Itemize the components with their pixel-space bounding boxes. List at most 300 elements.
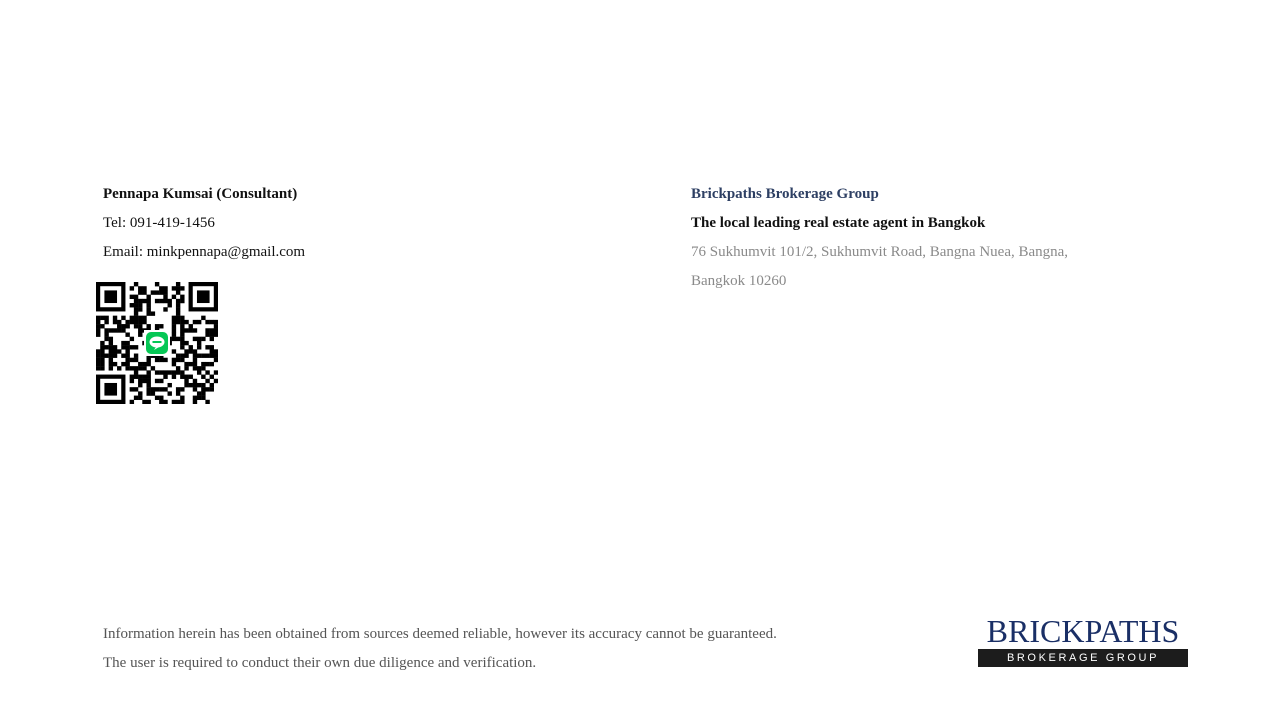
qr-module <box>197 354 201 358</box>
qr-module <box>172 400 176 404</box>
qr-module <box>130 358 134 362</box>
qr-module <box>176 370 180 374</box>
qr-module <box>109 349 113 353</box>
qr-module <box>134 375 138 379</box>
qr-module <box>205 370 209 374</box>
qr-module <box>176 316 180 320</box>
qr-module <box>100 358 104 362</box>
qr-module <box>176 320 180 324</box>
qr-module <box>104 337 108 341</box>
qr-module <box>155 299 159 303</box>
qr-module <box>142 362 146 366</box>
qr-module <box>117 328 121 332</box>
qr-module <box>134 354 138 358</box>
qr-module <box>109 341 113 345</box>
qr-module <box>163 295 167 299</box>
qr-module <box>100 341 104 345</box>
qr-module <box>104 328 108 332</box>
qr-module <box>176 366 180 370</box>
brickpaths-logo <box>978 613 1188 668</box>
qr-module <box>201 396 205 400</box>
qr-module <box>184 362 188 366</box>
qr-module <box>138 332 142 336</box>
qr-module <box>180 354 184 358</box>
qr-finder-inner <box>197 290 210 303</box>
qr-module <box>142 379 146 383</box>
qr-module <box>138 396 142 400</box>
qr-module <box>172 349 176 353</box>
qr-module <box>193 320 197 324</box>
qr-module <box>130 387 134 391</box>
qr-module <box>193 396 197 400</box>
qr-module <box>205 379 209 383</box>
qr-module <box>180 328 184 332</box>
company-address-line2: Bangkok 10260 <box>691 273 787 289</box>
line-bubble-text <box>153 341 162 343</box>
qr-module <box>121 324 125 328</box>
qr-module <box>163 358 167 362</box>
qr-module <box>201 354 205 358</box>
qr-module <box>193 362 197 366</box>
qr-module <box>134 307 138 311</box>
qr-module <box>146 303 150 307</box>
qr-module <box>172 337 176 341</box>
qr-module <box>113 345 117 349</box>
qr-module <box>180 358 184 362</box>
qr-module <box>197 337 201 341</box>
qr-module <box>176 307 180 311</box>
qr-module <box>130 375 134 379</box>
qr-module <box>117 349 121 353</box>
qr-module <box>142 286 146 290</box>
qr-module <box>168 383 172 387</box>
qr-module <box>121 316 125 320</box>
qr-module <box>205 400 209 404</box>
qr-module <box>159 299 163 303</box>
qr-module <box>184 383 188 387</box>
qr-module <box>125 349 129 353</box>
qr-module <box>151 290 155 294</box>
qr-module <box>151 366 155 370</box>
qr-module <box>130 320 134 324</box>
qr-module <box>197 345 201 349</box>
qr-module <box>176 303 180 307</box>
qr-module <box>142 316 146 320</box>
contact-tel: Tel: 091-419-1456 <box>103 215 215 231</box>
qr-module <box>138 303 142 307</box>
qr-module <box>130 345 134 349</box>
qr-module <box>201 391 205 395</box>
qr-module <box>197 320 201 324</box>
qr-module <box>176 286 180 290</box>
qr-module <box>130 316 134 320</box>
qr-module <box>176 290 180 294</box>
qr-module <box>142 299 146 303</box>
qr-module <box>172 286 176 290</box>
qr-module <box>130 379 134 383</box>
qr-module <box>125 324 129 328</box>
qr-module <box>138 299 142 303</box>
qr-module <box>193 354 197 358</box>
qr-module <box>189 383 193 387</box>
qr-module <box>109 345 113 349</box>
qr-module <box>172 332 176 336</box>
qr-module <box>172 295 176 299</box>
qr-module <box>155 324 159 328</box>
qr-module <box>138 290 142 294</box>
qr-module <box>151 391 155 395</box>
qr-module <box>121 362 125 366</box>
company-block <box>691 180 1171 296</box>
qr-module <box>197 341 201 345</box>
qr-module <box>134 282 138 286</box>
qr-module <box>134 311 138 315</box>
line-qr-code[interactable] <box>96 282 218 404</box>
qr-module <box>117 366 121 370</box>
qr-module <box>100 362 104 366</box>
qr-module <box>210 320 214 324</box>
qr-module <box>125 320 129 324</box>
disclaimer <box>103 620 903 678</box>
company-tagline: The local leading real estate agent in Bangkok <box>691 215 986 231</box>
qr-module <box>193 387 197 391</box>
qr-module <box>176 299 180 303</box>
qr-module <box>146 295 150 299</box>
qr-module <box>180 396 184 400</box>
qr-module <box>146 379 150 383</box>
qr-module <box>176 387 180 391</box>
qr-module <box>214 349 218 353</box>
qr-module <box>189 345 193 349</box>
logo-wordmark: BRICKPATHS <box>986 613 1180 649</box>
qr-module <box>134 345 138 349</box>
qr-module <box>180 320 184 324</box>
qr-module <box>184 328 188 332</box>
qr-module <box>163 286 167 290</box>
qr-module <box>125 354 129 358</box>
qr-module <box>197 391 201 395</box>
qr-module <box>172 362 176 366</box>
qr-module <box>159 400 163 404</box>
qr-module <box>180 286 184 290</box>
qr-module <box>142 366 146 370</box>
qr-module <box>138 316 142 320</box>
logo-subtitle: BROKERAGE GROUP <box>978 649 1188 667</box>
qr-module <box>104 354 108 358</box>
qr-module <box>138 362 142 366</box>
qr-module <box>184 379 188 383</box>
qr-module <box>180 332 184 336</box>
qr-module <box>138 286 142 290</box>
qr-module <box>155 396 159 400</box>
qr-module <box>163 400 167 404</box>
qr-module <box>113 320 117 324</box>
qr-module <box>210 337 214 341</box>
qr-module <box>96 316 100 320</box>
qr-module <box>96 354 100 358</box>
qr-module <box>172 316 176 320</box>
qr-module <box>138 383 142 387</box>
qr-module <box>201 375 205 379</box>
qr-module <box>180 387 184 391</box>
qr-module <box>193 337 197 341</box>
qr-module <box>100 354 104 358</box>
qr-module <box>184 366 188 370</box>
qr-module <box>96 320 100 324</box>
qr-module <box>96 328 100 332</box>
qr-module <box>138 366 142 370</box>
qr-module <box>96 332 100 336</box>
qr-module <box>214 320 218 324</box>
qr-module <box>151 387 155 391</box>
qr-module <box>210 349 214 353</box>
qr-module <box>125 358 129 362</box>
qr-module <box>113 328 117 332</box>
qr-module <box>180 324 184 328</box>
qr-module <box>104 320 108 324</box>
qr-module <box>176 282 180 286</box>
qr-module <box>176 391 180 395</box>
qr-module <box>130 400 134 404</box>
qr-module <box>180 400 184 404</box>
qr-module <box>210 362 214 366</box>
qr-module <box>146 362 150 366</box>
qr-module <box>146 358 150 362</box>
qr-module <box>193 379 197 383</box>
qr-module <box>113 316 117 320</box>
qr-module <box>138 307 142 311</box>
qr-module <box>146 299 150 303</box>
qr-module <box>180 341 184 345</box>
qr-module <box>104 316 108 320</box>
qr-module <box>109 362 113 366</box>
qr-module <box>189 362 193 366</box>
qr-module <box>201 366 205 370</box>
qr-module <box>205 354 209 358</box>
qr-module <box>138 391 142 395</box>
qr-module <box>210 332 214 336</box>
qr-module <box>159 387 163 391</box>
qr-module <box>113 354 117 358</box>
qr-module <box>121 354 125 358</box>
qr-module <box>214 332 218 336</box>
qr-module <box>134 320 138 324</box>
qr-module <box>168 303 172 307</box>
qr-module <box>134 324 138 328</box>
qr-module <box>146 383 150 387</box>
qr-module <box>163 387 167 391</box>
qr-module <box>130 366 134 370</box>
qr-module <box>125 366 129 370</box>
qr-module <box>201 337 205 341</box>
qr-module <box>180 299 184 303</box>
qr-module <box>168 370 172 374</box>
qr-module <box>201 383 205 387</box>
qr-module <box>176 354 180 358</box>
qr-module <box>142 400 146 404</box>
qr-module <box>121 328 125 332</box>
qr-module <box>100 324 104 328</box>
qr-module <box>117 324 121 328</box>
contact-block <box>103 180 583 267</box>
qr-module <box>109 366 113 370</box>
qr-module <box>134 358 138 362</box>
qr-code-image <box>96 282 218 404</box>
qr-module <box>214 328 218 332</box>
qr-module <box>134 299 138 303</box>
qr-module <box>100 316 104 320</box>
qr-module <box>180 316 184 320</box>
qr-module <box>214 324 218 328</box>
qr-module <box>172 370 176 374</box>
qr-module <box>163 290 167 294</box>
qr-module <box>96 349 100 353</box>
qr-module <box>155 358 159 362</box>
qr-module <box>163 375 167 379</box>
qr-module <box>109 328 113 332</box>
qr-module <box>184 375 188 379</box>
qr-module <box>146 375 150 379</box>
qr-module <box>172 320 176 324</box>
disclaimer-line1: Information herein has been obtained from sources deemed reliable, however its accuracy cannot be guaranteed. <box>103 626 777 642</box>
qr-module <box>100 349 104 353</box>
qr-module <box>130 337 134 341</box>
qr-module <box>214 370 218 374</box>
qr-module <box>159 379 163 383</box>
qr-module <box>205 387 209 391</box>
qr-module <box>205 328 209 332</box>
qr-module <box>130 295 134 299</box>
qr-finder-inner <box>104 290 117 303</box>
qr-module <box>100 366 104 370</box>
qr-module <box>193 349 197 353</box>
qr-module <box>193 383 197 387</box>
qr-module <box>159 358 163 362</box>
qr-module <box>159 290 163 294</box>
qr-module <box>138 379 142 383</box>
qr-module <box>125 345 129 349</box>
disclaimer-line2: The user is required to conduct their own due diligence and verification. <box>103 655 537 671</box>
qr-module <box>121 345 125 349</box>
qr-module <box>193 358 197 362</box>
qr-module <box>146 311 150 315</box>
qr-module <box>168 299 172 303</box>
qr-module <box>151 311 155 315</box>
qr-module <box>134 396 138 400</box>
qr-module <box>109 337 113 341</box>
qr-module <box>155 370 159 374</box>
qr-module <box>180 337 184 341</box>
qr-module <box>184 341 188 345</box>
qr-module <box>172 375 176 379</box>
qr-module <box>210 387 214 391</box>
qr-module <box>210 328 214 332</box>
qr-module <box>146 307 150 311</box>
qr-module <box>180 295 184 299</box>
qr-module <box>210 383 214 387</box>
qr-module <box>193 400 197 404</box>
qr-module <box>138 375 142 379</box>
qr-module <box>130 286 134 290</box>
qr-module <box>121 341 125 345</box>
qr-module <box>214 358 218 362</box>
qr-module <box>130 303 134 307</box>
qr-module <box>168 391 172 395</box>
qr-module <box>134 387 138 391</box>
qr-module <box>96 362 100 366</box>
qr-module <box>184 349 188 353</box>
qr-module <box>201 362 205 366</box>
qr-module <box>109 358 113 362</box>
contact-name: Pennapa Kumsai (Consultant) <box>103 186 298 202</box>
qr-module <box>125 362 129 366</box>
qr-module <box>172 324 176 328</box>
qr-module <box>176 337 180 341</box>
qr-module <box>109 354 113 358</box>
qr-module <box>134 370 138 374</box>
qr-module <box>180 345 184 349</box>
qr-module <box>176 400 180 404</box>
qr-module <box>146 400 150 404</box>
qr-module <box>210 375 214 379</box>
qr-module <box>134 366 138 370</box>
qr-module <box>210 345 214 349</box>
qr-module <box>197 370 201 374</box>
qr-module <box>159 396 163 400</box>
qr-module <box>96 324 100 328</box>
contact-email: Email: minkpennapa@gmail.com <box>103 244 306 260</box>
qr-module <box>184 354 188 358</box>
qr-module <box>104 332 108 336</box>
qr-module <box>155 290 159 294</box>
qr-module <box>96 358 100 362</box>
qr-module <box>176 311 180 315</box>
qr-module <box>201 387 205 391</box>
qr-module <box>205 332 209 336</box>
qr-module <box>113 362 117 366</box>
qr-module <box>159 286 163 290</box>
qr-module <box>125 332 129 336</box>
qr-module <box>138 320 142 324</box>
qr-module <box>189 324 193 328</box>
qr-module <box>193 328 197 332</box>
qr-module <box>180 370 184 374</box>
qr-module <box>189 375 193 379</box>
qr-module <box>146 324 150 328</box>
qr-module <box>172 328 176 332</box>
qr-module <box>163 370 167 374</box>
qr-module <box>193 366 197 370</box>
qr-module <box>117 320 121 324</box>
qr-module <box>125 341 129 345</box>
qr-module <box>159 370 163 374</box>
qr-module <box>134 316 138 320</box>
qr-module <box>172 358 176 362</box>
qr-module <box>155 387 159 391</box>
qr-module <box>138 328 142 332</box>
qr-finder-inner <box>104 383 117 396</box>
qr-module <box>189 349 193 353</box>
qr-module <box>205 345 209 349</box>
qr-module <box>197 366 201 370</box>
qr-module <box>155 379 159 383</box>
qr-module <box>146 387 150 391</box>
qr-module <box>201 316 205 320</box>
qr-module <box>163 307 167 311</box>
qr-module <box>189 328 193 332</box>
qr-module <box>197 396 201 400</box>
qr-module <box>146 391 150 395</box>
